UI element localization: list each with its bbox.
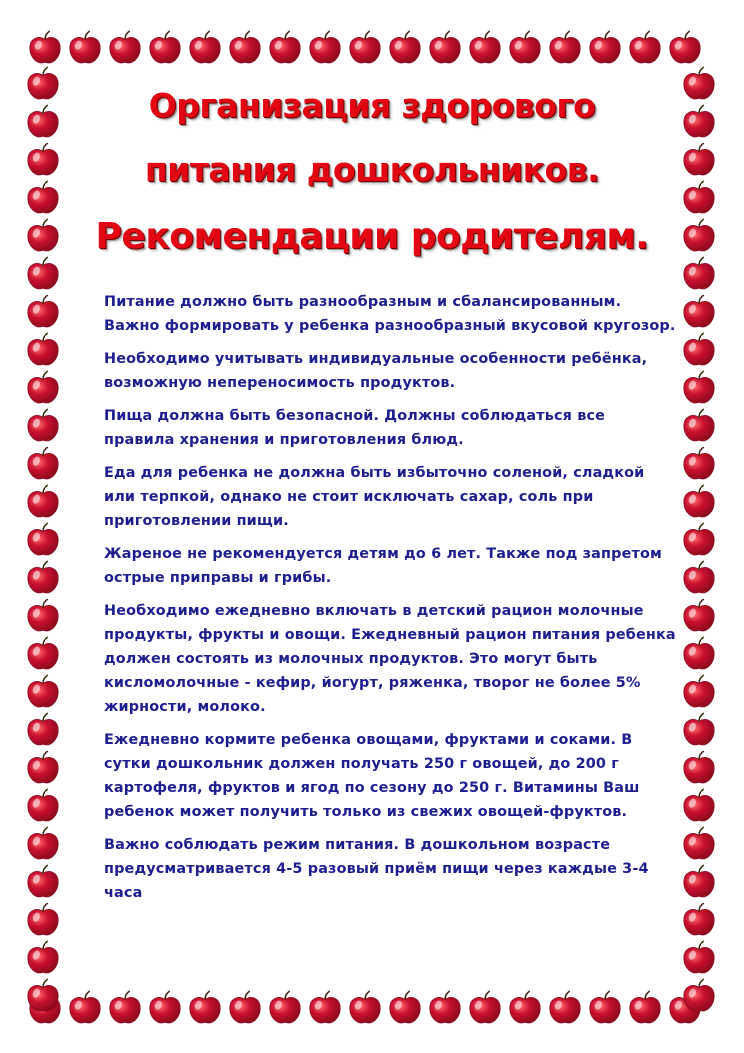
apple-icon (546, 30, 584, 68)
recommendation-paragraph: Еда для ребенка не должна быть избыточно соленой, сладкой или терпкой, однако не стоит исключать сахар, соль при приготовлении пищи. (104, 465, 645, 529)
apple-icon (680, 978, 718, 1016)
apple-icon (680, 560, 718, 598)
apple-icon (680, 788, 718, 826)
recommendation-paragraph: Жареное не рекомендуется детям до 6 лет. Также под запретом острые приправы и грибы. (104, 546, 662, 586)
apple-icon (386, 30, 424, 68)
apple-icon (626, 990, 664, 1028)
apple-icon (666, 30, 704, 68)
apple-icon (346, 30, 384, 68)
apple-icon (24, 788, 62, 826)
apple-icon (266, 990, 304, 1028)
apple-icon (546, 990, 584, 1028)
apple-icon (24, 864, 62, 902)
apple-icon (680, 674, 718, 712)
apple-icon (24, 408, 62, 446)
apple-icon (24, 750, 62, 788)
apple-icon (680, 256, 718, 294)
recommendation-paragraph: Необходимо ежедневно включать в детский рацион молочные продукты, фрукты и овощи. Ежедневный рацион питания ребенка должен состоять из молочных продуктов. Это могут быть кисломолочные - кефир, йогурт, ряженка, творог не более 5% жирности, молоко. (104, 603, 676, 715)
recommendation-paragraph: Ежедневно кормите ребенка овощами, фруктами и соками. В сутки дошкольник должен получать 250 г овощей, до 200 г картофеля, фруктов и ягод по сезону до 250 г. Витамины Ваш ребенок может получить только из свежих овощей-фруктов. (104, 732, 640, 820)
apple-icon (186, 990, 224, 1028)
apple-icon (24, 370, 62, 408)
apple-icon (506, 30, 544, 68)
apple-icon (24, 560, 62, 598)
apple-icon (66, 990, 104, 1028)
recommendation-paragraph: Важно соблюдать режим питания. В дошкольном возрасте предусматривается 4-5 разовый приём пищи через каждые 3-4 часа (104, 837, 649, 901)
recommendation-paragraph: Пища должна быть безопасной. Должны соблюдаться все правила хранения и приготовления блюд. (104, 408, 606, 448)
apple-icon (24, 712, 62, 750)
apple-icon (680, 484, 718, 522)
apple-icon (106, 990, 144, 1028)
apple-icon (306, 990, 344, 1028)
apple-icon (24, 522, 62, 560)
apple-icon (26, 30, 64, 68)
page-title-line-2: питания дошкольников. (144, 150, 600, 189)
apple-icon (24, 636, 62, 674)
apple-icon (24, 332, 62, 370)
apple-icon (506, 990, 544, 1028)
apple-icon (24, 484, 62, 522)
apple-icon (680, 370, 718, 408)
apple-icon (680, 408, 718, 446)
apple-icon (680, 750, 718, 788)
apple-icon (680, 712, 718, 750)
apple-icon (466, 30, 504, 68)
apple-icon (586, 990, 624, 1028)
recommendations-list (104, 290, 678, 914)
apple-icon (24, 940, 62, 978)
apple-icon (680, 598, 718, 636)
apple-icon (24, 674, 62, 712)
apple-icon (680, 826, 718, 864)
apple-icon (24, 446, 62, 484)
apple-icon (306, 30, 344, 68)
apple-icon (680, 332, 718, 370)
apple-icon (266, 30, 304, 68)
apple-icon (66, 30, 104, 68)
apple-icon (146, 990, 184, 1028)
recommendation-paragraph: Питание должно быть разнообразным и сбалансированным. Важно формировать у ребенка разнообразный вкусовой кругозор. (104, 294, 676, 334)
apple-icon (186, 30, 224, 68)
apple-icon (24, 256, 62, 294)
apple-icon (680, 446, 718, 484)
apple-icon (24, 598, 62, 636)
apple-icon (226, 990, 264, 1028)
apple-icon (24, 294, 62, 332)
apple-icon (680, 636, 718, 674)
page-title-line-1: Организация здорового (148, 86, 596, 125)
apple-icon (24, 826, 62, 864)
apple-icon (106, 30, 144, 68)
apple-icon (680, 294, 718, 332)
apple-icon (466, 990, 504, 1028)
apple-icon (386, 990, 424, 1028)
apple-icon (680, 522, 718, 560)
apple-icon (680, 864, 718, 902)
page-subtitle: Рекомендации родителям. (95, 216, 649, 257)
apple-icon (626, 30, 664, 68)
apple-icon (24, 902, 62, 940)
apple-icon (24, 978, 62, 1016)
apple-icon (226, 30, 264, 68)
apple-icon (426, 30, 464, 68)
apple-icon (680, 902, 718, 940)
apple-icon (146, 30, 184, 68)
apple-icon (586, 30, 624, 68)
recommendation-paragraph: Необходимо учитывать индивидуальные особенности ребёнка, возможную непереносимость продуктов. (104, 351, 648, 391)
apple-icon (346, 990, 384, 1028)
apple-icon (680, 940, 718, 978)
apple-icon (426, 990, 464, 1028)
